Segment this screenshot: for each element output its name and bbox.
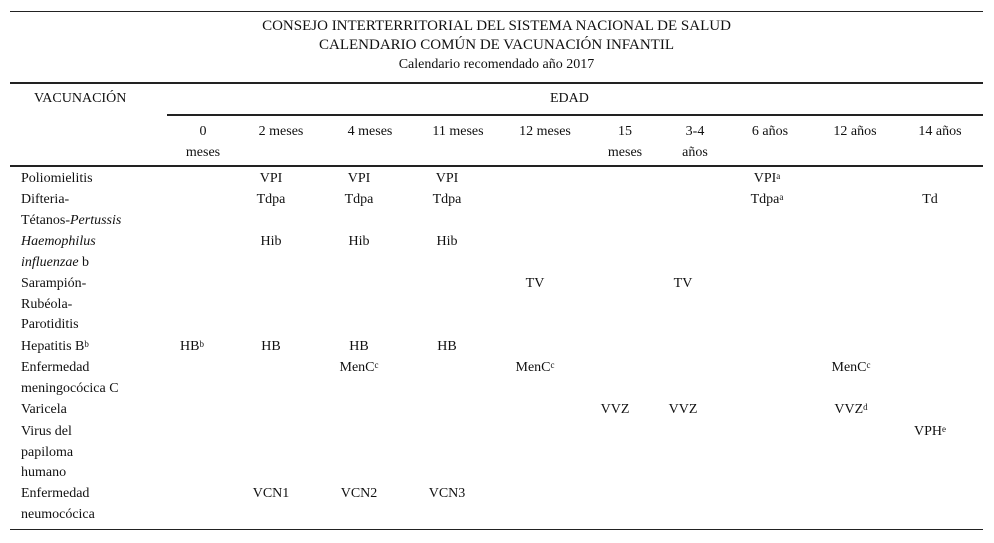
age-1: 2 meses (258, 124, 304, 139)
schedule-cell-text: VVZ (600, 402, 630, 417)
schedule-cell (643, 274, 723, 294)
schedule-cell-footnote: a (776, 171, 781, 181)
vaccine-name-hib-italic: influenzae (21, 254, 79, 270)
schedule-cell-text: HB (180, 339, 200, 354)
schedule-cell-text: Td (922, 192, 938, 207)
schedule-cell (231, 484, 311, 504)
schedule-cell (727, 169, 807, 189)
schedule-cell (231, 232, 311, 252)
vaccine-name-hib-b: b (78, 254, 90, 270)
schedule-cell (890, 190, 970, 210)
schedule-cell-text: HB (261, 339, 281, 354)
schedule-cell-text: VPI (435, 171, 459, 186)
vaccine-name-pneumo-line2: neumocócica (21, 506, 95, 522)
schedule-cell-text: Tdpa (344, 192, 374, 207)
schedule-cell-text: Tdpa (432, 192, 462, 207)
table-title (10, 17, 983, 74)
schedule-cell-footnote: e (942, 424, 946, 434)
age-5-line2: meses (607, 145, 643, 160)
age-2: 4 meses (347, 124, 393, 139)
age-8: 12 años (833, 124, 877, 139)
schedule-cell (319, 190, 399, 210)
age-0-line2: meses (185, 145, 221, 160)
vaccine-name-dtp-line1: Difteria- (21, 192, 70, 207)
schedule-cell-text: MenC (339, 360, 375, 375)
age-0-line1: 0 (199, 124, 207, 139)
schedule-cell-text: HB (437, 339, 457, 354)
schedule-cell (727, 190, 807, 210)
header-rule (10, 165, 983, 167)
age-5-line1: 15 (618, 124, 632, 139)
vaccine-name-vph-line2: papiloma (21, 444, 74, 460)
schedule-cell-text: VPI (753, 171, 777, 186)
age-5 (595, 121, 655, 163)
vaccine-name-pneumo (21, 484, 95, 525)
schedule-cell-text: MenC (831, 360, 867, 375)
vaccine-name-mmr-line1: Sarampión- (21, 276, 87, 291)
age-6-line1: 3-4 (685, 124, 705, 139)
vaccine-name-menc-line1: Enfermedad (21, 360, 90, 375)
schedule-cell (319, 169, 399, 189)
age-0 (180, 121, 226, 163)
schedule-cell (890, 422, 970, 442)
schedule-cell-text: VCN3 (428, 486, 466, 501)
schedule-cell-text: Tdpa (256, 192, 286, 207)
age-4: 12 meses (519, 124, 571, 139)
schedule-cell-text: VCN2 (340, 486, 378, 501)
title-line-1: CONSEJO INTERTERRITORIAL DEL SISTEMA NACIONAL DE SALUD (262, 18, 731, 34)
vaccine-name-mmr-line2: Rubéola- (21, 296, 73, 312)
schedule-cell-text: MenC (515, 360, 551, 375)
schedule-cell (152, 337, 232, 357)
schedule-cell-footnote: b (199, 339, 204, 349)
schedule-cell (811, 358, 891, 378)
schedule-cell (407, 169, 487, 189)
schedule-cell-text: HB (349, 339, 369, 354)
vaccine-name-menc-line2: meningocócica C (21, 380, 119, 396)
schedule-cell (495, 274, 575, 294)
schedule-cell (407, 190, 487, 210)
vaccine-name-mmr-line3: Parotiditis (21, 317, 79, 332)
vaccine-name-hepb (21, 337, 89, 358)
vaccine-name-hib-line1: Haemophilus (21, 234, 96, 249)
vaccine-name-pneumo-line1: Enfermedad (21, 486, 90, 501)
vaccine-name-hepb-text: Hepatitis B (21, 339, 85, 354)
schedule-cell (319, 232, 399, 252)
vaccine-name-dtp-part: Tétanos- (21, 212, 70, 228)
age-9: 14 años (918, 124, 962, 139)
top-rule (10, 11, 983, 12)
schedule-cell (407, 232, 487, 252)
schedule-cell-text: VVZ (834, 402, 864, 417)
vaccine-name-vph-line1: Virus del (21, 424, 72, 439)
schedule-cell (231, 169, 311, 189)
schedule-cell (231, 190, 311, 210)
schedule-cell-text: TV (673, 276, 693, 291)
header-edad: EDAD (550, 91, 589, 106)
schedule-cell (643, 400, 723, 420)
title-line-3: Calendario recomendado año 2017 (398, 57, 595, 72)
schedule-cell-text: Tdpa (750, 192, 780, 207)
vaccine-name-hib (21, 232, 96, 273)
schedule-cell-footnote: c (866, 360, 871, 370)
schedule-cell (811, 400, 891, 420)
vaccine-name-dtp-italic: Pertussis (69, 212, 122, 228)
schedule-cell-text: Hib (260, 234, 282, 249)
header-vacunacion: VACUNACIÓN (34, 91, 127, 106)
title-rule (10, 82, 983, 84)
schedule-cell-footnote: c (374, 360, 379, 370)
vaccine-name-dtp-line2 (21, 211, 121, 232)
vaccine-name-menc (21, 358, 119, 399)
age-6-line2: años (682, 145, 708, 160)
bottom-rule (10, 529, 983, 530)
schedule-cell-text: Hib (348, 234, 370, 249)
vaccine-name-hepb-sup: b (84, 339, 89, 349)
schedule-cell-footnote: a (779, 192, 784, 202)
schedule-cell-footnote: c (550, 360, 555, 370)
vaccine-name-vph (21, 422, 73, 484)
edad-rule (167, 114, 983, 116)
age-3: 11 meses (432, 124, 484, 139)
schedule-cell (319, 358, 399, 378)
age-7: 6 años (751, 124, 789, 139)
schedule-cell-text: VPI (347, 171, 371, 186)
vaccine-name-polio: Poliomielitis (21, 171, 93, 186)
vaccine-name-dtp (21, 190, 121, 231)
schedule-cell-text: VPI (259, 171, 283, 186)
schedule-cell-text: VVZ (668, 402, 698, 417)
schedule-cell-text: VCN1 (252, 486, 290, 501)
schedule-cell-footnote: d (863, 402, 868, 412)
schedule-cell-text: VPH (913, 424, 942, 439)
schedule-cell (319, 484, 399, 504)
vaccine-name-mmr (21, 274, 86, 336)
schedule-cell (407, 484, 487, 504)
schedule-cell-text: TV (525, 276, 545, 291)
schedule-cell-text: Hib (436, 234, 458, 249)
vaccine-name-varicela: Varicela (21, 402, 67, 417)
age-6 (665, 121, 725, 163)
vaccine-name-vph-line3: humano (21, 465, 67, 480)
title-line-2: CALENDARIO COMÚN DE VACUNACIÓN INFANTIL (319, 37, 674, 53)
schedule-cell (495, 358, 575, 378)
schedule-cell (231, 337, 311, 357)
schedule-cell (319, 337, 399, 357)
schedule-cell (407, 337, 487, 357)
